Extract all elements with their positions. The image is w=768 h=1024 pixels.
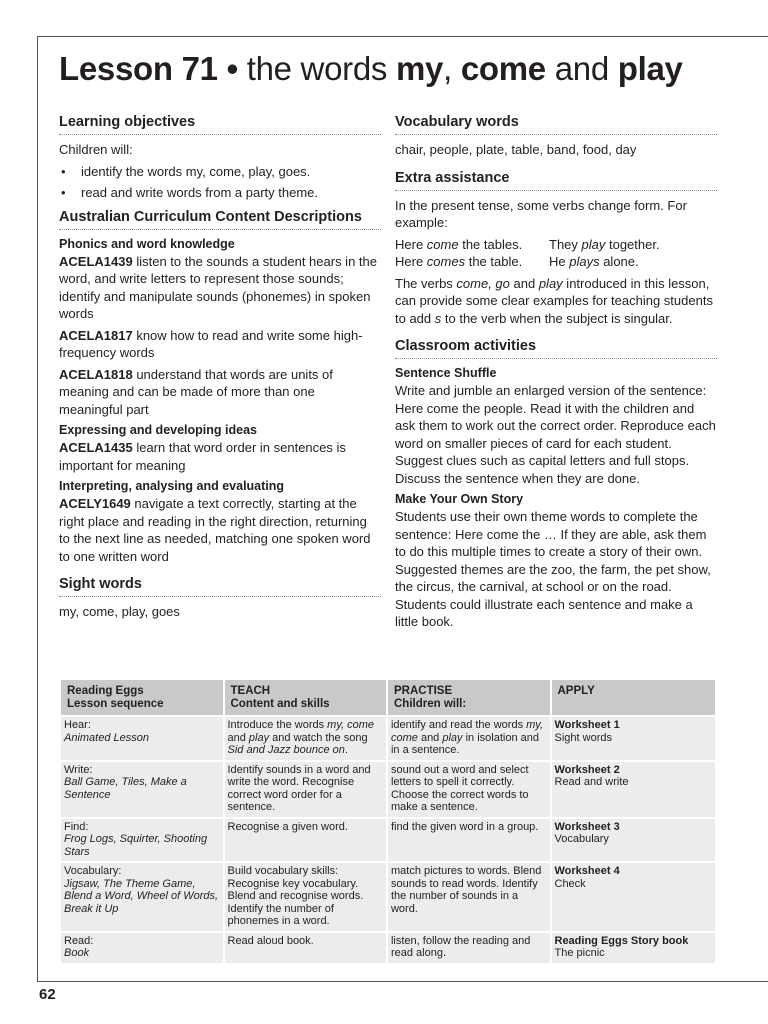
column-header: TEACH Content and skills [224, 679, 387, 716]
apply-cell: Worksheet 2 Read and write [551, 761, 717, 818]
teach-cell: Read aloud book. [224, 932, 387, 964]
vocab-words: chair, people, plate, table, band, food, day [395, 142, 637, 157]
practise-cell: sound out a word and select letters to spell it correctly. Choose the correct words to make a sentence. [387, 761, 551, 818]
lesson-title: Lesson 71 • the words my, come and play [59, 50, 683, 87]
acely1649: ACELY1649 navigate a text correctly, starting at the right place and reading in the right direction, returning to the next line as needed, matching one spoken word to one written word [59, 496, 371, 564]
sight-words-heading: Sight words [59, 575, 381, 597]
shuffle-text: Write and jumble an enlarged version of the sentence: Here come the people. Read it with the children and ask them to work out the correct order. Reproduce each word on smaller pieces of card for each student. Suggest clues such as capital letters and full stops. Discuss the sentence when they are done. [395, 383, 716, 486]
objective-item: • identify the words my, come, play, goes. [59, 163, 381, 181]
page-number: 62 [39, 986, 56, 1003]
table-row [60, 761, 716, 818]
sequence-cell: Hear: Animated Lesson [60, 716, 224, 761]
practise-cell: identify and read the words my, come and play in isolation and in a sentence. [387, 716, 551, 761]
objectives-heading: Learning objectives [59, 113, 381, 135]
objective-item: • read and write words from a party theme. [59, 184, 381, 202]
practise-cell: match pictures to words. Blend sounds to read words. Identify the number of sounds in a word. [387, 862, 551, 932]
right-column [395, 113, 717, 635]
table-row [60, 716, 716, 761]
shuffle-heading: Sentence Shuffle [395, 366, 497, 380]
apply-cell: Reading Eggs Story book The picnic [551, 932, 717, 964]
table-row [60, 818, 716, 863]
apply-cell: Worksheet 4 Check [551, 862, 717, 932]
practise-cell: find the given word in a group. [387, 818, 551, 863]
story-text: Students use their own theme words to complete the sentence: Here come the … If they are able, ask them to do this multiple times to create a story of their own. Suggested themes are the zoo, the farm, the pet show, the circus, the carnival, at school or on the road. Students could illustrate each sentence and make a little book. [395, 509, 711, 629]
teach-cell: Build vocabulary skills: Recognise key vocabulary. Blend and recognise words. Identify the number of phonemes in a word. [224, 862, 387, 932]
practise-cell: listen, follow the reading and read along. [387, 932, 551, 964]
teach-cell: Introduce the words my, come and play and watch the song Sid and Jazz bounce on. [224, 716, 387, 761]
example-row: Here comes the table. He plays alone. [395, 254, 639, 269]
table-row [60, 862, 716, 932]
vocab-heading: Vocabulary words [395, 113, 717, 135]
objectives-list [59, 163, 381, 202]
column-header: APPLY [551, 679, 717, 716]
acela1439: ACELA1439 listen to the sounds a student hears in the word, and write letters to represent those sounds; identify and manipulate sounds (phonemes) in spoken words [59, 253, 377, 321]
sequence-cell: Vocabulary: Jigsaw, The Theme Game, Blend a Word, Wheel of Words, Break it Up [60, 862, 224, 932]
column-header: Reading Eggs Lesson sequence [60, 679, 224, 716]
teach-cell: Identify sounds in a word and write the word. Recognise correct word order for a sentence. [224, 761, 387, 818]
phonics-heading: Phonics and word knowledge [59, 236, 235, 251]
expressing-heading: Expressing and developing ideas [59, 423, 257, 437]
extra-intro: In the present tense, some verbs change form. For example: [395, 197, 687, 230]
teach-cell: Recognise a given word. [224, 818, 387, 863]
extra-heading: Extra assistance [395, 169, 717, 191]
left-column [59, 113, 381, 625]
sight-words: my, come, play, goes [59, 604, 180, 619]
column-header: PRACTISE Children will: [387, 679, 551, 716]
acela1817: ACELA1817 know how to read and write some high-frequency words [59, 327, 363, 360]
interpreting-heading: Interpreting, analysing and evaluating [59, 479, 285, 493]
example-row: Here come the tables. They play together. [395, 236, 660, 252]
objectives-intro: Children will: [59, 142, 133, 157]
activities-heading: Classroom activities [395, 337, 717, 359]
apply-cell: Worksheet 3 Vocabulary [551, 818, 717, 863]
acela1818: ACELA1818 understand that words are units of meaning and can be made of more than one meaningful part [59, 366, 333, 417]
table-row [60, 932, 716, 964]
table-header-row [60, 679, 716, 716]
acd-heading: Australian Curriculum Content Descriptions [59, 208, 381, 230]
sequence-cell: Write: Ball Game, Tiles, Make a Sentence [60, 761, 224, 818]
sequence-cell: Read: Book [60, 932, 224, 964]
lesson-sequence-table [59, 678, 717, 965]
sequence-cell: Find: Frog Logs, Squirter, Shooting Stars [60, 818, 224, 863]
verbs-paragraph: The verbs come, go and play introduced in this lesson, can provide some clear examples for teaching students to add s to the verb when the subject is singular. [395, 275, 713, 326]
story-heading: Make Your Own Story [395, 492, 524, 506]
apply-cell: Worksheet 1 Sight words [551, 716, 717, 761]
acela1435: ACELA1435 learn that word order in sentences is important for meaning [59, 440, 346, 473]
